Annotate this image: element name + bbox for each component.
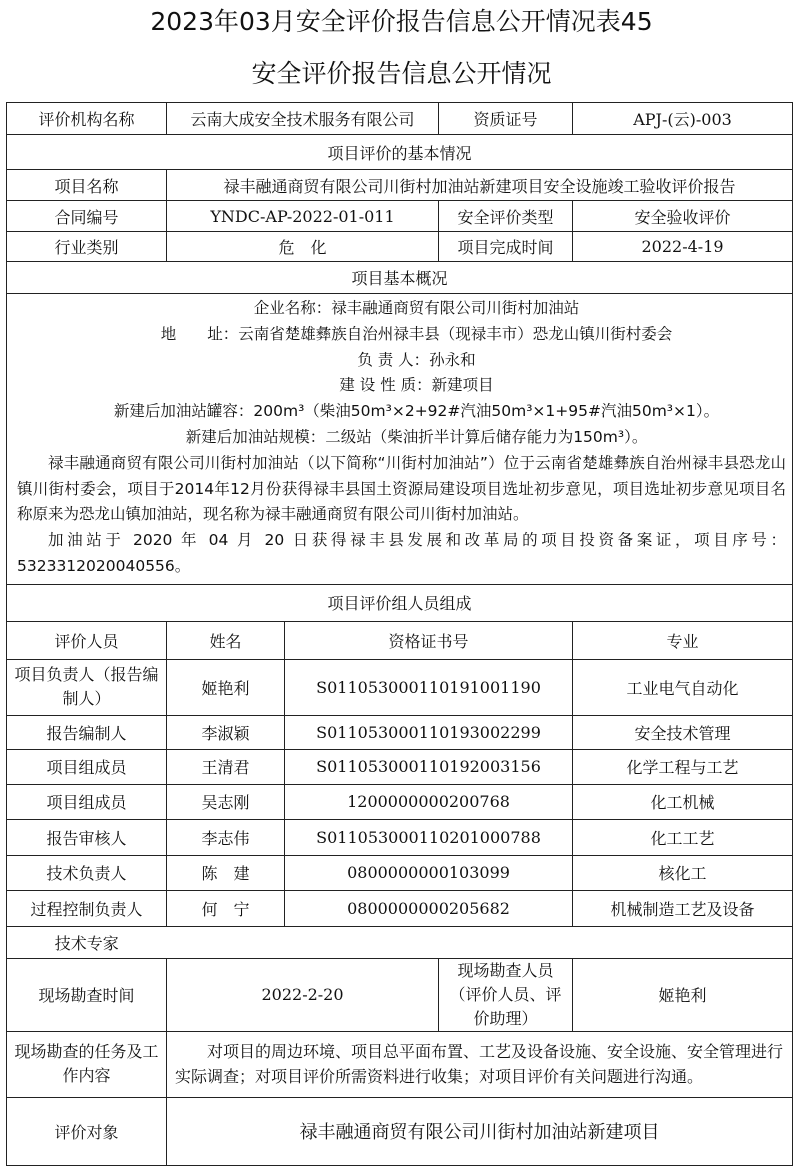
cert-no: S011053000110192003156: [285, 749, 573, 784]
major: 机械制造工艺及设备: [573, 890, 793, 926]
major: 化学工程与工艺: [573, 749, 793, 784]
overview-paragraph: 禄丰融通商贸有限公司川街村加油站（以下简称“川街村加油站”）位于云南省楚雄彝族自治州禄丰县恐龙山镇川街村委会，项目于2014年12月份获得禄丰县国土资源局建设项目选址初步意见，项目选址初步意见项目名称原来为恐龙山镇加油站，现名称为禄丰融通商贸有限公司川街村加油站。: [17, 453, 787, 524]
industry: 危 化: [167, 232, 439, 262]
cert-no: 1200000000200768: [285, 784, 573, 819]
finish-date: 2022-4-19: [573, 232, 793, 262]
name: 吴志刚: [167, 784, 285, 819]
site-time-label: 现场勘查时间: [7, 958, 167, 1031]
target-row: [7, 1097, 793, 1165]
major: 安全技术管理: [573, 715, 793, 749]
role: 项目组成员: [7, 749, 167, 784]
overview-paragraph: 加油站于 2020 年 04 月 20 日获得禄丰县发展和改革局的项目投资备案证，项目序号：5323312020040556。: [17, 531, 787, 575]
major: 工业电气自动化: [573, 659, 793, 715]
document-title: 2023年03月安全评价报告信息公开情况表45: [150, 7, 653, 36]
name: 陈 建: [167, 855, 285, 890]
document-subtitle: 安全评价报告信息公开情况: [251, 59, 552, 88]
target-label: 评价对象: [7, 1097, 167, 1165]
cert-no: S011053000110201000788: [285, 819, 573, 855]
team-section-header: 项目评价组人员组成: [7, 584, 793, 621]
site-staff-label: 现场勘查人员（评价人员、评价助理）: [439, 958, 573, 1031]
overview-line: 建 设 性 质：新建项目: [339, 376, 494, 395]
target-value: 禄丰融通商贸有限公司川街村加油站新建项目: [167, 1097, 793, 1165]
finish-label: 项目完成时间: [439, 232, 573, 262]
role: 技术负责人: [7, 855, 167, 890]
team-header-row: [7, 621, 793, 659]
org-label: 评价机构名称: [7, 103, 167, 135]
site-staff: 姬艳利: [573, 958, 793, 1031]
expert-value: [167, 926, 793, 958]
table-row: [7, 855, 793, 890]
col-name: 姓名: [167, 621, 285, 659]
overview-body: [7, 294, 793, 585]
name: 李志伟: [167, 819, 285, 855]
major: 化工机械: [573, 784, 793, 819]
col-role: 评价人员: [7, 621, 167, 659]
cert-no: 0800000000103099: [285, 855, 573, 890]
site-task: 对项目的周边环境、项目总平面布置、工艺及设备设施、安全设施、安全管理进行实际调查；对项目评价所需资料进行收集；对项目评价有关问题进行沟通。: [167, 1031, 793, 1097]
eval-type: 安全验收评价: [573, 201, 793, 232]
table-row: [7, 749, 793, 784]
table-row: [7, 890, 793, 926]
overview-section-header: 项目基本概况: [7, 262, 793, 294]
cert-label: 资质证号: [439, 103, 573, 135]
overview-line: 负 责 人：孙永和: [357, 350, 476, 369]
org-value: 云南大成安全技术服务有限公司: [167, 103, 439, 135]
disclosure-form: [6, 102, 793, 1166]
industry-label: 行业类别: [7, 232, 167, 262]
table-row: [7, 715, 793, 749]
table-row: [7, 819, 793, 855]
site-task-label: 现场勘查的任务及工作内容: [7, 1031, 167, 1097]
name: 王清君: [167, 749, 285, 784]
cert-no: S011053000110191001190: [285, 659, 573, 715]
project-name: 禄丰融通商贸有限公司川街村加油站新建项目安全设施竣工验收评价报告: [167, 170, 793, 201]
project-name-label: 项目名称: [7, 170, 167, 201]
overview-line: 企业名称：禄丰融通商贸有限公司川街村加油站: [253, 299, 580, 317]
eval-type-label: 安全评价类型: [439, 201, 573, 232]
major: 核化工: [573, 855, 793, 890]
name: 何 宁: [167, 890, 285, 926]
site-time-row: [7, 958, 793, 1031]
org-row: [7, 103, 793, 135]
site-time: 2022-2-20: [167, 958, 439, 1031]
major: 化工工艺: [573, 819, 793, 855]
role: 报告编制人: [7, 715, 167, 749]
cert-no: 0800000000205682: [285, 890, 573, 926]
col-major: 专业: [573, 621, 793, 659]
table-row: [7, 784, 793, 819]
overview-line: 新建后加油站罐容：200m³（柴油50m³×2+92#汽油50m³×1+95#汽油50m³×1）。: [113, 402, 720, 421]
expert-label: 技术专家: [7, 926, 167, 958]
name: 李淑颖: [167, 715, 285, 749]
overview-line: 地 址：云南省楚雄彝族自治州禄丰县（现禄丰市）恐龙山镇川街村委会: [160, 324, 673, 343]
contract-no: YNDC-AP-2022-01-011: [167, 201, 439, 232]
cert-value: APJ-(云)-003: [573, 103, 793, 135]
role: 项目组成员: [7, 784, 167, 819]
contract-label: 合同编号: [7, 201, 167, 232]
name: 姬艳利: [167, 659, 285, 715]
role: 过程控制负责人: [7, 890, 167, 926]
role: 报告审核人: [7, 819, 167, 855]
site-task-row: [7, 1031, 793, 1097]
overview-line: 新建后加油站规模：二级站（柴油折半计算后储存能力为150m³）。: [185, 427, 648, 446]
col-cert: 资格证书号: [285, 621, 573, 659]
basic-section-header: 项目评价的基本情况: [7, 135, 793, 170]
table-row: [7, 659, 793, 715]
role: 项目负责人（报告编制人）: [7, 659, 167, 715]
cert-no: S011053000110193002299: [285, 715, 573, 749]
expert-row: [7, 926, 793, 958]
